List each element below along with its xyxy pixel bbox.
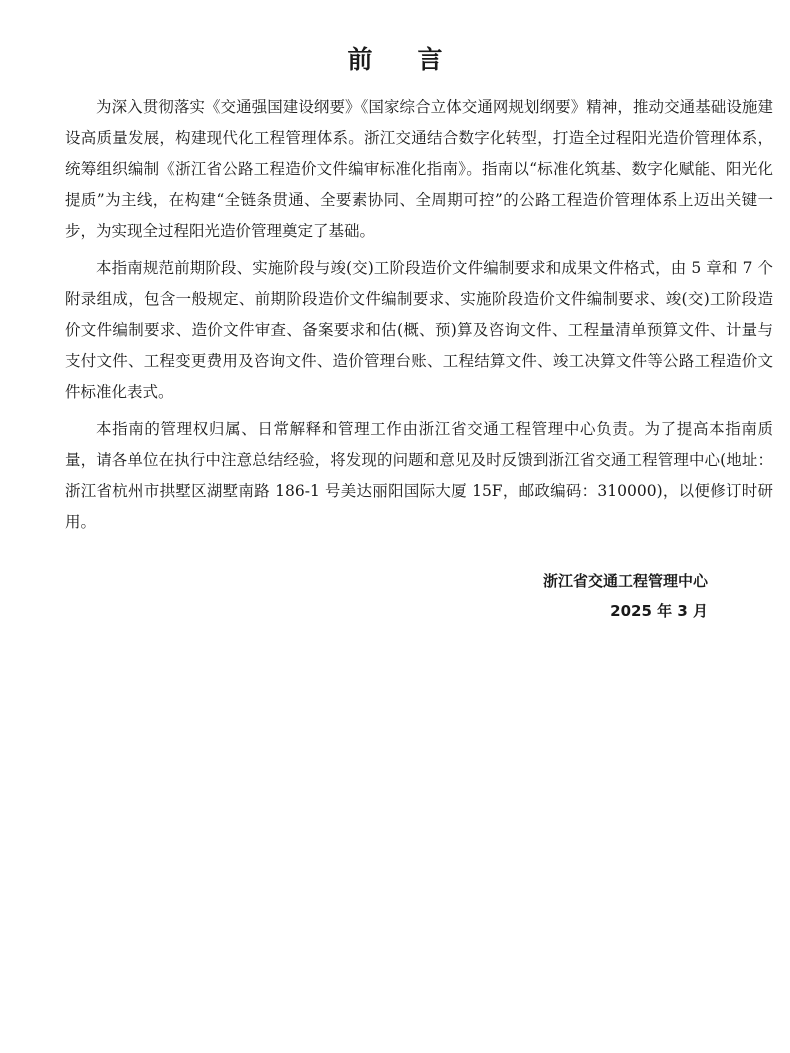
signature-block — [543, 566, 708, 626]
paragraph-management: 本指南的管理权归属、日常解释和管理工作由浙江省交通工程管理中心负责。为了提高本指南质量，请各单位在执行中注意总结经验，将发现的问题和意见及时反馈到浙江省交通工程管理中心(地址：浙江省杭州市拱墅区湖墅南路 186-1 号美达丽阳国际大厦 15F，邮政编码：310000)，以便修订时研用。 — [65, 420, 773, 531]
paragraph-scope: 本指南规范前期阶段、实施阶段与竣(交)工阶段造价文件编制要求和成果文件格式，由 5 章和 7 个附录组成，包含一般规定、前期阶段造价文件编制要求、实施阶段造价文件编制要求、竣(交)工阶段造价文件编制要求、造价文件审查、备案要求和估(概、预)算及咨询文件、工程量清单预算文件、计量与支付文件、工程变更费用及咨询文件、造价管理台账、工程结算文件、竣工决算文件等公路工程造价文件标准化表式。 — [65, 259, 773, 401]
paragraph-purpose: 为深入贯彻落实《交通强国建设纲要》《国家综合立体交通网规划纲要》精神，推动交通基础设施建设高质量发展，构建现代化工程管理体系。浙江交通结合数字化转型，打造全过程阳光造价管理体系，统筹组织编制《浙江省公路工程造价文件编审标准化指南》。指南以“标准化筑基、数字化赋能、阳光化提质”为主线，在构建“全链条贯通、全要素协同、全周期可控”的公路工程造价管理体系上迈出关键一步，为实现全过程阳光造价管理奠定了基础。 — [65, 98, 773, 240]
preface-body — [65, 92, 773, 544]
signature-organization: 浙江省交通工程管理中心 — [542, 572, 708, 590]
signature-date: 2025 年 3 月 — [610, 602, 708, 620]
page-title: 前言 — [347, 45, 488, 74]
